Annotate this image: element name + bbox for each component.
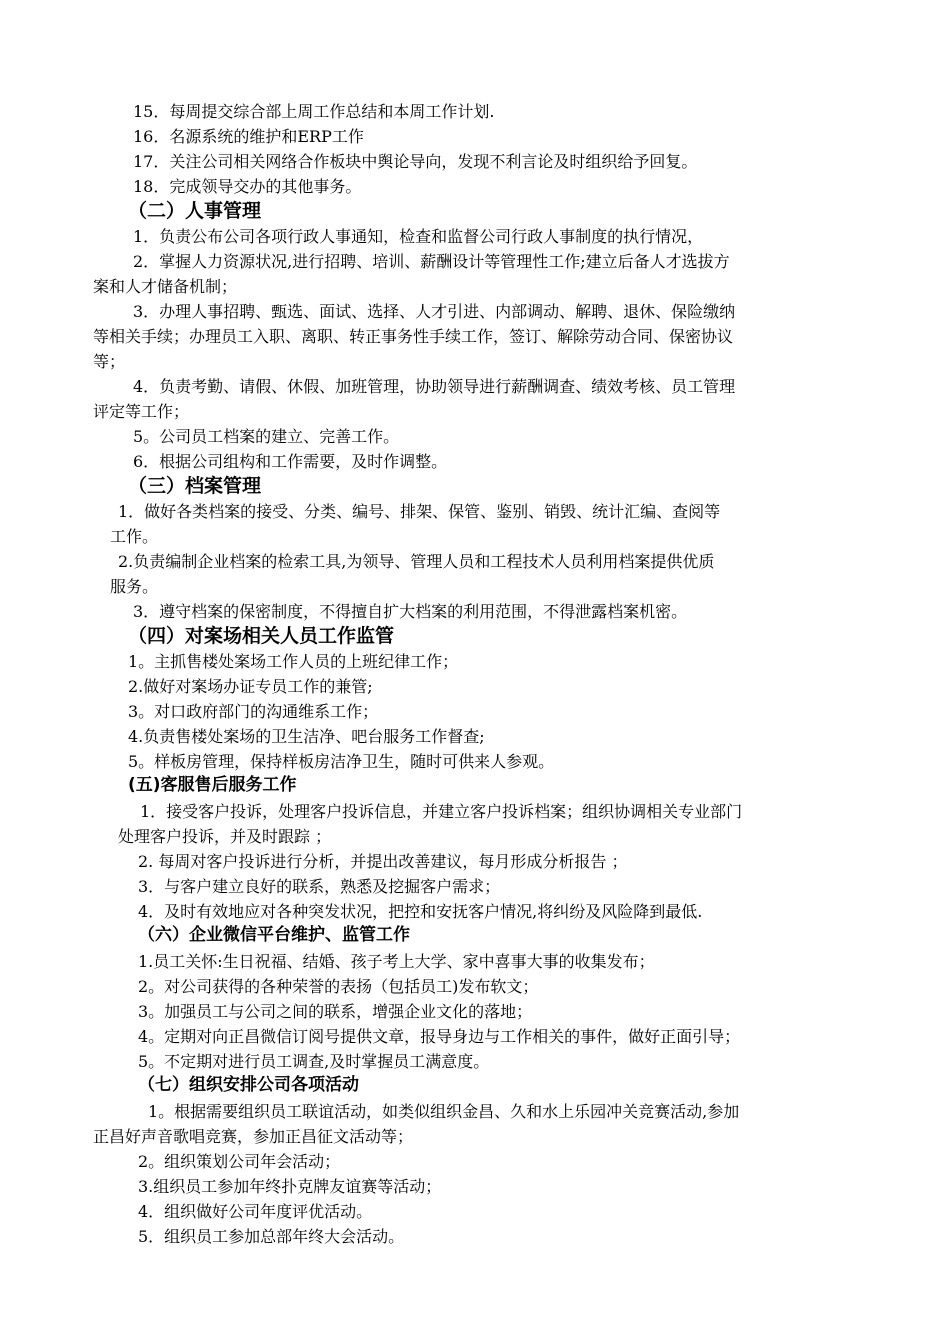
activities-item-4: 4．组织做好公司年度评优活动。 [138, 1202, 373, 1221]
personnel-item-1: 1．负责公布公司各项行政人事通知，检查和监督公司行政人事制度的执行情况， [133, 227, 704, 246]
section-heading-sales-site: （四）对案场相关人员工作监管 [128, 625, 395, 647]
item-16: 16．名源系统的维护和ERP工作 [133, 127, 364, 146]
after-sales-item-3: 3．与客户建立良好的联系，熟悉及挖掘客户需求； [138, 877, 501, 896]
wechat-item-1: 1.员工关怀:生日祝福、结婚、孩子考上大学、家中喜事大事的收集发布； [138, 952, 655, 971]
sales-site-item-2: 2.做好对案场办证专员工作的兼管; [128, 677, 373, 696]
personnel-item-2-line-1: 2．掌握人力资源状况,进行招聘、培训、薪酬设计等管理性工作;建立后备人才选拔方 [133, 252, 730, 271]
activities-item-1-line-2: 正昌好声音歌唱竞赛，参加正昌征文活动等； [93, 1127, 414, 1146]
personnel-item-3-line-1: 3．办理人事招聘、甄选、面试、选择、人才引进、内部调动、解聘、退休、保险缴纳 [133, 302, 736, 321]
personnel-item-5: 5。公司员工档案的建立、完善工作。 [133, 427, 400, 446]
archives-item-3: 3．遵守档案的保密制度，不得擅自扩大档案的利用范围，不得泄露档案机密。 [133, 602, 688, 621]
archives-item-1-line-1: 1．做好各类档案的接受、分类、编号、排架、保管、鉴别、销毁、统计汇编、查阅等 [118, 502, 721, 521]
wechat-item-2: 2。对公司获得的各种荣誉的表扬（包括员工)发布软文； [138, 977, 539, 996]
wechat-item-3: 3。加强员工与公司之间的联系，增强企业文化的落地； [138, 1002, 533, 1021]
section-heading-archives: （三）档案管理 [128, 475, 262, 497]
activities-item-5: 5．组织员工参加总部年终大会活动。 [138, 1227, 405, 1246]
after-sales-item-1-line-2: 处理客户投诉，并及时跟踪 ； [118, 827, 332, 846]
personnel-item-4-line-1: 4．负责考勤、请假、休假、加班管理，协助领导进行薪酬调查、绩效考核、员工管理 [133, 377, 736, 396]
sales-site-item-4: 4.负责售楼处案场的卫生洁净、吧台服务工作督查; [128, 727, 485, 746]
after-sales-item-1-line-1: 1．接受客户投诉，处理客户投诉信息，并建立客户投诉档案；组织协调相关专业部门 [140, 802, 743, 821]
after-sales-item-2: 2. 每周对客户投诉进行分析，并提出改善建议，每月形成分析报告 ； [138, 852, 628, 871]
personnel-item-3-line-3: 等； [93, 352, 126, 371]
item-18: 18．完成领导交办的其他事务。 [133, 177, 362, 196]
section-heading-wechat-platform: （六）企业微信平台维护、监管工作 [138, 925, 410, 945]
wechat-item-4: 4。定期对向正昌微信订阅号提供文章，报导身边与工作相关的事件，做好正面引导； [138, 1027, 741, 1046]
sales-site-item-5: 5。样板房管理，保持样板房洁净卫生，随时可供来人参观。 [128, 752, 555, 771]
after-sales-item-4: 4．及时有效地应对各种突发状况，把控和安抚客户情况,将纠纷及风险降到最低. [138, 902, 703, 921]
archives-item-2-line-1: 2.负责编制企业档案的检索工具,为领导、管理人员和工程技术人员利用档案提供优质 [118, 552, 715, 571]
archives-item-2-line-2: 服务。 [110, 577, 159, 596]
item-17: 17．关注公司相关网络合作板块中舆论导向，发现不利言论及时组织给予回复。 [133, 152, 698, 171]
section-heading-after-sales: (五)客服售后服务工作 [128, 775, 297, 795]
activities-item-2: 2。组织策划公司年会活动； [138, 1152, 341, 1171]
personnel-item-3-line-2: 等相关手续；办理员工入职、离职、转正事务性手续工作，签订、解除劳动合同、保密协议 [93, 327, 734, 346]
wechat-item-5: 5。不定期对进行员工调查,及时掌握员工满意度。 [138, 1052, 490, 1071]
activities-item-1-line-1: 1。根据需要组织员工联谊活动，如类似组织金昌、久和水上乐园冲关竞赛活动,参加 [148, 1102, 740, 1121]
archives-item-1-line-2: 工作。 [110, 527, 159, 546]
item-15: 15．每周提交综合部上周工作总结和本周工作计划. [133, 102, 495, 121]
personnel-item-6: 6．根据公司组构和工作需要，及时作调整。 [133, 452, 448, 471]
section-heading-activities: （七）组织安排公司各项活动 [138, 1075, 359, 1095]
personnel-item-2-line-2: 案和人才储备机制； [93, 277, 238, 296]
section-heading-personnel: （二）人事管理 [128, 200, 262, 222]
personnel-item-4-line-2: 评定等工作； [93, 402, 190, 421]
sales-site-item-1: 1。主抓售楼处案场工作人员的上班纪律工作； [128, 652, 459, 671]
activities-item-3: 3.组织员工参加年终扑克牌友谊赛等活动； [138, 1177, 442, 1196]
sales-site-item-3: 3。对口政府部门的沟通维系工作； [128, 702, 379, 721]
